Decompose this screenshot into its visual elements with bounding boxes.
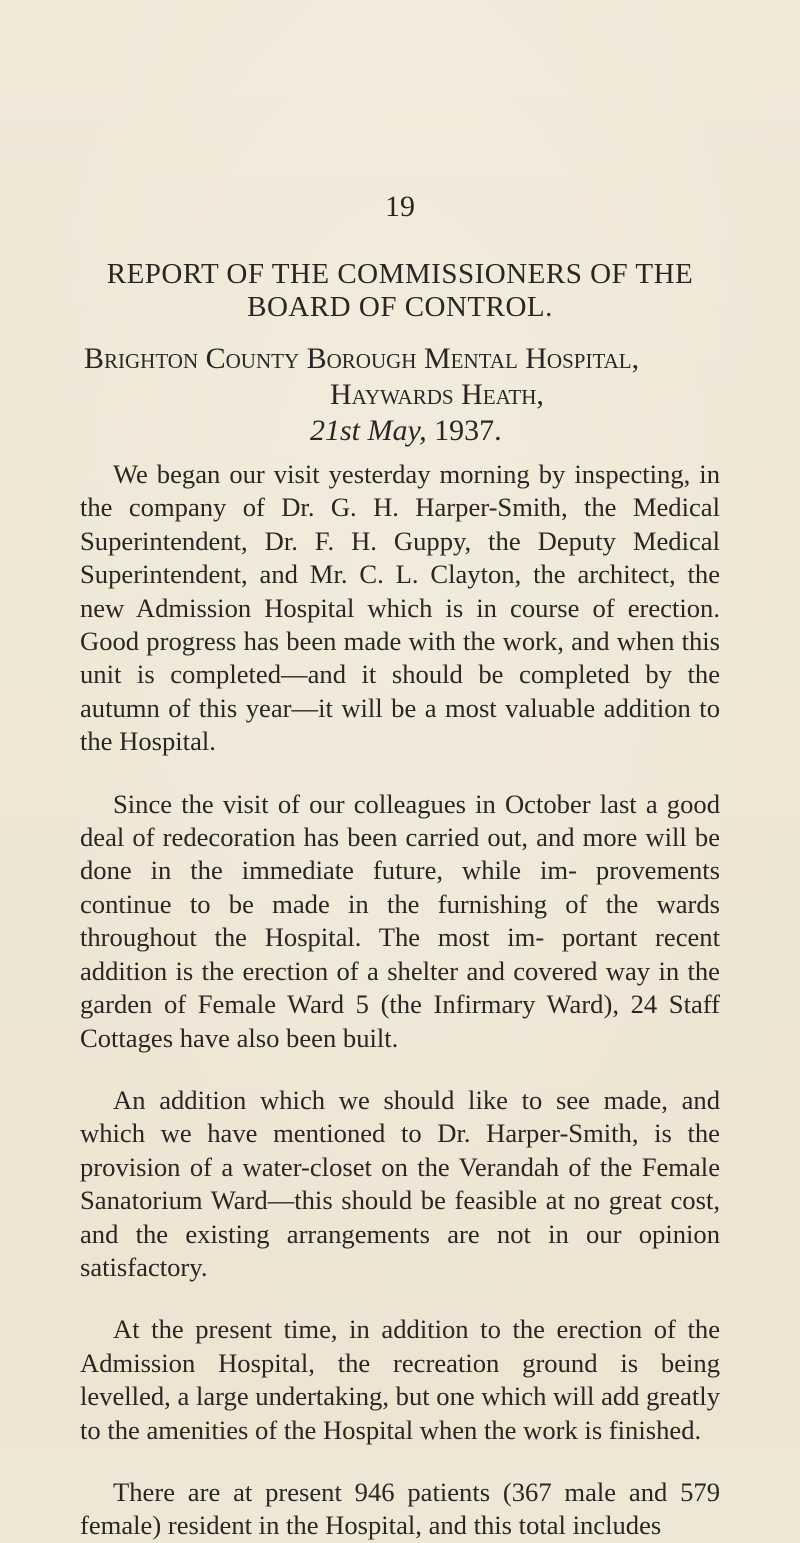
page-number: 19	[385, 190, 415, 223]
report-date-year: 1937.	[426, 414, 502, 447]
paragraph-patients: There are at present 946 patients (367 male and 579 female) resident in the Hospital, and this total includes	[80, 1476, 720, 1541]
hospital-name: Brighton County Borough Mental Hospital,	[84, 342, 640, 375]
paragraph-water-closet: An addition which we should like to see made, and which we have mentioned to Dr. Harper-Smith, is the provision of a water-closet on the Verandah of the Female Sanatorium Ward—this should be feasible at no great cost, and the existing arrangements are not in our opinion satisfactory.	[80, 1084, 720, 1282]
paragraph-admission-hospital: We began our visit yesterday morning by inspecting, in the company of Dr. G. H. Harper-Smith, the Medical Superintendent, Dr. F. H. Guppy, the Deputy Medical Superintendent, and Mr. C. L. Clayton, the architect, the new Admission Hospital which is in course of erection. Good progress has been made with the work, and when this unit is completed—and it should be completed by the autumn of this year—it will be a most valuable addition to the Hospital.	[80, 459, 720, 757]
report-title-line-2: BOARD OF CONTROL.	[247, 291, 553, 323]
report-date-day: 21st May,	[310, 414, 427, 447]
report-title	[60, 258, 740, 324]
report-title-line-1: REPORT OF THE COMMISSIONERS OF THE	[106, 258, 694, 290]
paragraph-recreation-ground: At the present time, in addition to the erection of the Admission Hospital, the recreation ground is being levelled, a large undertaking, but one which will add greatly to the amenities of the Hospital when the work is finished.	[80, 1314, 720, 1445]
hospital-location: Haywards Heath,	[330, 378, 544, 411]
paragraph-redecoration: Since the visit of our colleagues in October last a good deal of redecoration has been carried out, and more will be done in the immediate future, while im- provements continue to be made in the furnishing of the wards throughout the Hospital. The most im- portant recent addition is the erection of a shelter and covered way in the garden of Female Ward 5 (the Infirmary Ward), 24 Staff Cottages have also been built.	[80, 788, 720, 1053]
report-date	[84, 414, 724, 448]
address-block	[84, 342, 724, 448]
report-body	[80, 458, 720, 1543]
